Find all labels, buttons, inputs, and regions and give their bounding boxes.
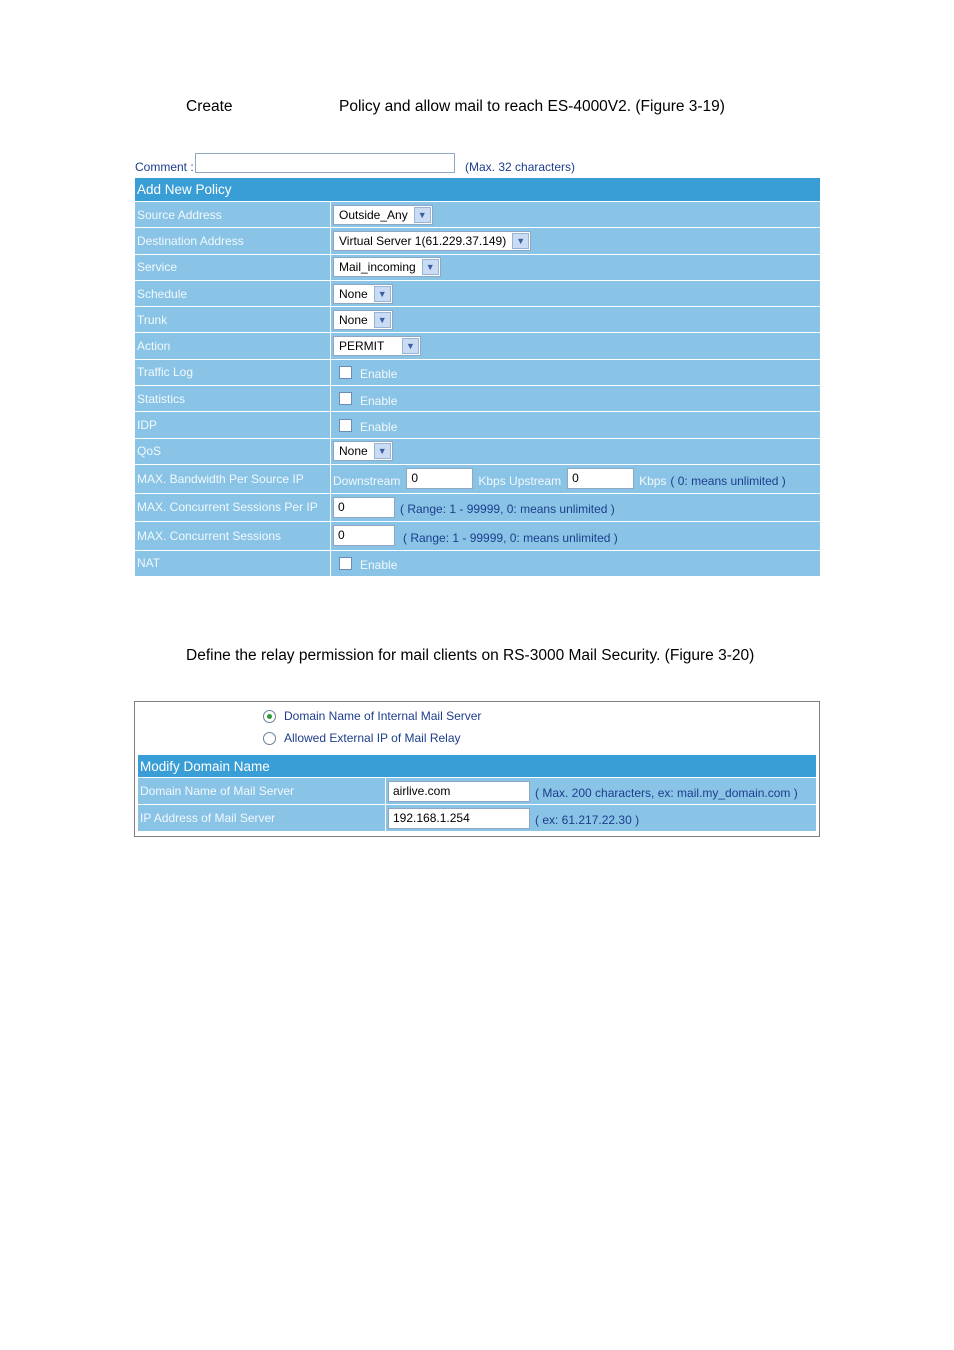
action-select[interactable]: PERMIT ▼ [333,336,421,356]
radio-unselected-icon[interactable] [263,732,276,745]
service-label: Service [137,260,178,275]
radio-external-ip-label: Allowed External IP of Mail Relay [284,731,461,745]
source-address-row [135,202,820,228]
traffic-log-row [135,360,820,386]
idp-label: IDP [137,418,158,433]
chevron-down-icon: ▼ [374,312,391,328]
radio-domain-name-label: Domain Name of Internal Mail Server [284,709,482,723]
domain-name-row [138,778,816,805]
trunk-select[interactable]: None ▼ [333,310,393,330]
schedule-label: Schedule [137,286,188,301]
statistics-enable-label: Enable [360,393,398,408]
service-row [135,255,820,281]
bandwidth-hint: ( 0: means unlimited ) [670,473,786,488]
radio-domain-name[interactable] [263,709,481,723]
sessions-per-ip-input[interactable]: 0 [333,497,395,518]
traffic-log-label: Traffic Log [137,365,194,380]
sessions-row [135,522,820,551]
action-row [135,333,820,359]
nat-label: NAT [137,556,161,571]
comment-input[interactable] [195,153,455,173]
nat-checkbox[interactable] [339,557,352,570]
sessions-per-ip-hint: ( Range: 1 - 99999, 0: means unlimited ) [400,502,615,517]
destination-address-label: Destination Address [137,233,244,248]
nat-enable-label: Enable [360,558,398,573]
modify-domain-header: Modify Domain Name [138,755,816,778]
sessions-label: MAX. Concurrent Sessions [137,528,282,543]
sessions-input[interactable]: 0 [333,525,395,546]
chevron-down-icon: ▼ [374,443,391,459]
ip-address-label: IP Address of Mail Server [140,811,276,825]
idp-enable-label: Enable [360,420,398,435]
sessions-per-ip-row [135,494,820,523]
kbps-upstream-label: Kbps Upstream [478,473,562,488]
trunk-row [135,307,820,333]
sessions-hint: ( Range: 1 - 99999, 0: means unlimited ) [403,530,618,545]
chevron-down-icon: ▼ [414,207,431,223]
downstream-label: Downstream [333,473,401,488]
comment-label: Comment : [135,160,194,174]
nat-row [135,551,820,577]
idp-row [135,412,820,438]
qos-row [135,439,820,465]
domain-name-hint: ( Max. 200 characters, ex: mail.my_domain.com ) [535,786,798,800]
service-select[interactable]: Mail_incoming ▼ [333,257,441,277]
trunk-label: Trunk [137,312,168,327]
source-address-select[interactable]: Outside_Any ▼ [333,205,433,225]
relay-paragraph: Define the relay permission for mail clients on RS-3000 Mail Security. (Figure 3-20) [186,647,755,664]
statistics-row [135,386,820,412]
statistics-checkbox[interactable] [339,392,352,405]
intro-word: Create [186,98,233,115]
modify-domain-table [138,755,816,832]
qos-select[interactable]: None ▼ [333,441,393,461]
bandwidth-label: MAX. Bandwidth Per Source IP [137,471,304,486]
domain-name-input[interactable]: airlive.com [388,781,530,802]
chevron-down-icon: ▼ [402,338,419,354]
radio-external-ip[interactable] [263,731,461,745]
source-address-label: Source Address [137,207,222,222]
action-label: Action [137,339,171,354]
add-policy-header: Add New Policy [135,178,820,202]
destination-address-row [135,228,820,254]
traffic-log-enable-label: Enable [360,367,398,382]
domain-name-label: Domain Name of Mail Server [140,784,295,798]
comment-hint: (Max. 32 characters) [465,160,576,174]
chevron-down-icon: ▼ [512,233,529,249]
chevron-down-icon: ▼ [374,286,391,302]
upstream-input[interactable]: 0 [567,468,634,489]
mail-relay-panel [134,701,820,837]
idp-checkbox[interactable] [339,419,352,432]
ip-address-row [138,805,816,832]
chevron-down-icon: ▼ [422,259,439,275]
radio-selected-icon[interactable] [263,710,276,723]
schedule-select[interactable]: None ▼ [333,284,393,304]
schedule-row [135,281,820,307]
ip-address-input[interactable]: 192.168.1.254 [388,808,530,829]
downstream-input[interactable]: 0 [406,468,473,489]
bandwidth-row [135,465,820,494]
statistics-label: Statistics [137,391,186,406]
destination-address-select[interactable]: Virtual Server 1(61.229.37.149) ▼ [333,231,531,251]
add-policy-table [135,178,820,577]
ip-address-hint: ( ex: 61.217.22.30 ) [535,813,640,827]
traffic-log-checkbox[interactable] [339,366,352,379]
intro-text: Policy and allow mail to reach ES-4000V2. (Figure 3-19) [339,98,725,115]
kbps-label: Kbps [639,473,667,488]
qos-label: QoS [137,444,162,459]
sessions-per-ip-label: MAX. Concurrent Sessions Per IP [137,500,318,515]
